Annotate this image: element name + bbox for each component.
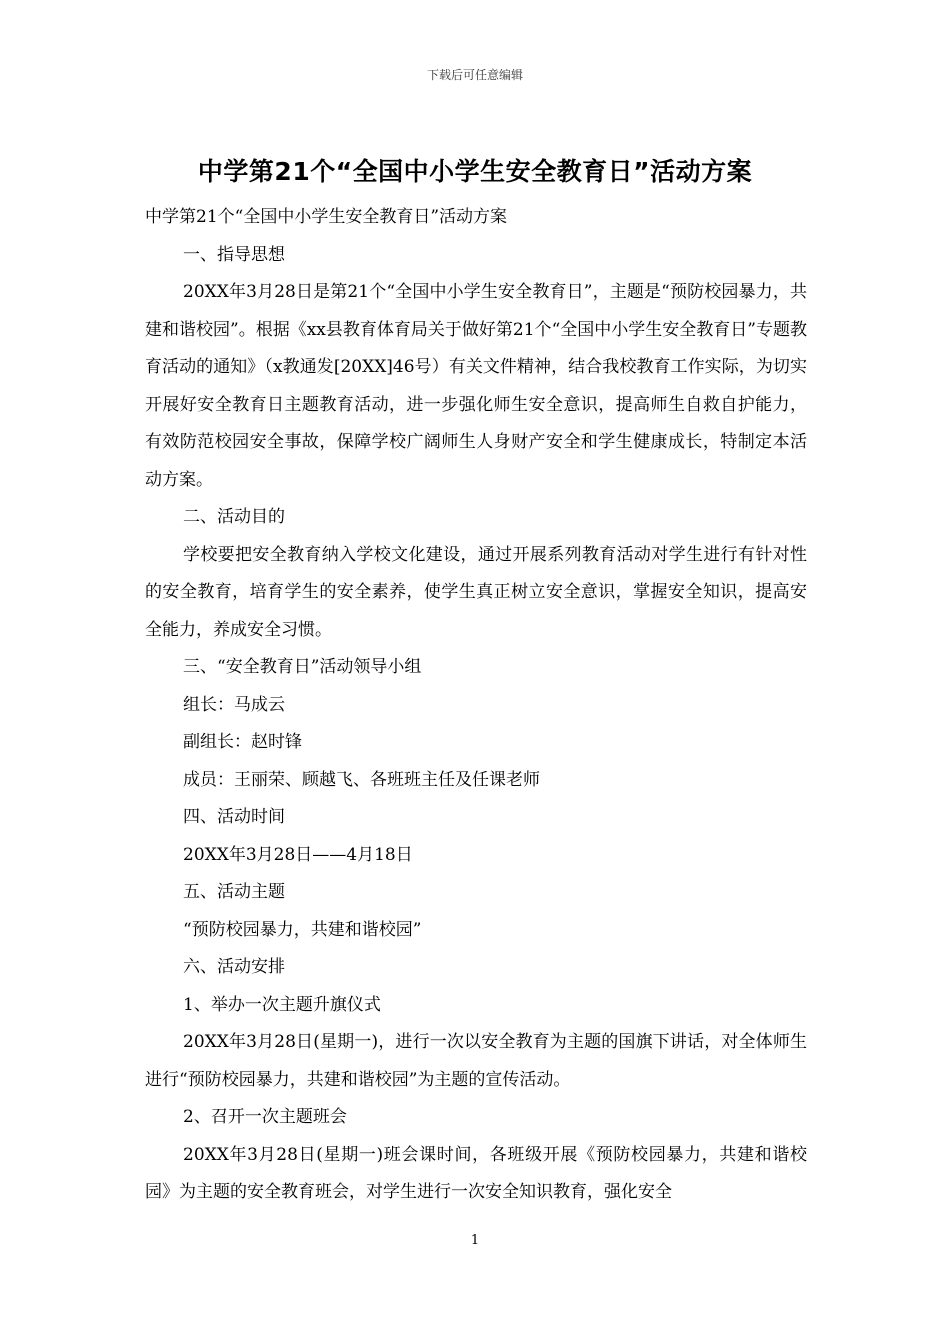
arrangement-item-2-body: 20XX年3月28日(星期一)班会课时间，各班级开展《预防校园暴力，共建和谐校园》为主题的安全教育班会，对学生进行一次安全知识教育，强化安全	[145, 1144, 807, 1202]
arrangement-item-1-body: 20XX年3月28日(星期一)，进行一次以安全教育为主题的国旗下讲话，对全体师生进行“预防校园暴力，共建和谐校园”为主题的宣传活动。	[145, 1032, 807, 1090]
activity-time-line: 20XX年3月28日——4月18日	[183, 844, 413, 865]
section-heading-theme: 五、活动主题	[183, 882, 285, 902]
section-heading-purpose: 二、活动目的	[183, 507, 285, 527]
arrangement-item-2-heading: 2、召开一次主题班会	[183, 1107, 347, 1127]
deputy-leader-line: 副组长：赵时锋	[183, 732, 302, 752]
paragraph-guiding-ideology: 20XX年3月28日是第21个“全国中小学生安全教育日”，主题是“预防校园暴力，共建和谐校园”。根据《xx县教育体育局关于做好第21个“全国中小学生安全教育日”专题教育活动的通知》（x教通发[20XX]46号）有关文件精神，结合我校教育工作实际，为切实开展好安全教育日主题教育活动，进一步强化师生安全意识，提高师生自救自护能力，有效防范校园安全事故，保障学校广阔师生人身财产安全和学生健康成长，特制定本活动方案。	[145, 282, 807, 490]
document-body	[145, 199, 807, 1212]
members-line: 成员：王丽荣、顾越飞、各班班主任及任课老师	[183, 769, 540, 790]
section-heading-time: 四、活动时间	[183, 807, 285, 827]
page-number: 1	[470, 1233, 480, 1248]
header-note: 下载后可任意编辑	[426, 68, 523, 82]
leader-line: 组长：马成云	[183, 694, 285, 715]
arrangement-item-1-heading: 1、举办一次主题升旗仪式	[183, 994, 381, 1015]
paragraph-purpose: 学校要把安全教育纳入学校文化建设，通过开展系列教育活动对学生进行有针对性的安全教育，培育学生的安全素养，使学生真正树立安全意识，掌握安全知识，提高安全能力，养成安全习惯。	[145, 544, 807, 640]
section-heading-arrangement: 六、活动安排	[183, 957, 285, 977]
activity-theme-line: “预防校园暴力，共建和谐校园”	[183, 919, 422, 940]
document-title: 中学第21个“全国中小学生安全教育日”活动方案	[197, 157, 753, 186]
section-heading-guiding-ideology: 一、指导思想	[183, 244, 285, 265]
section-heading-leadership-group: 三、“安全教育日”活动领导小组	[183, 657, 422, 677]
paragraph-subtitle: 中学第21个“全国中小学生安全教育日”活动方案	[145, 207, 508, 227]
